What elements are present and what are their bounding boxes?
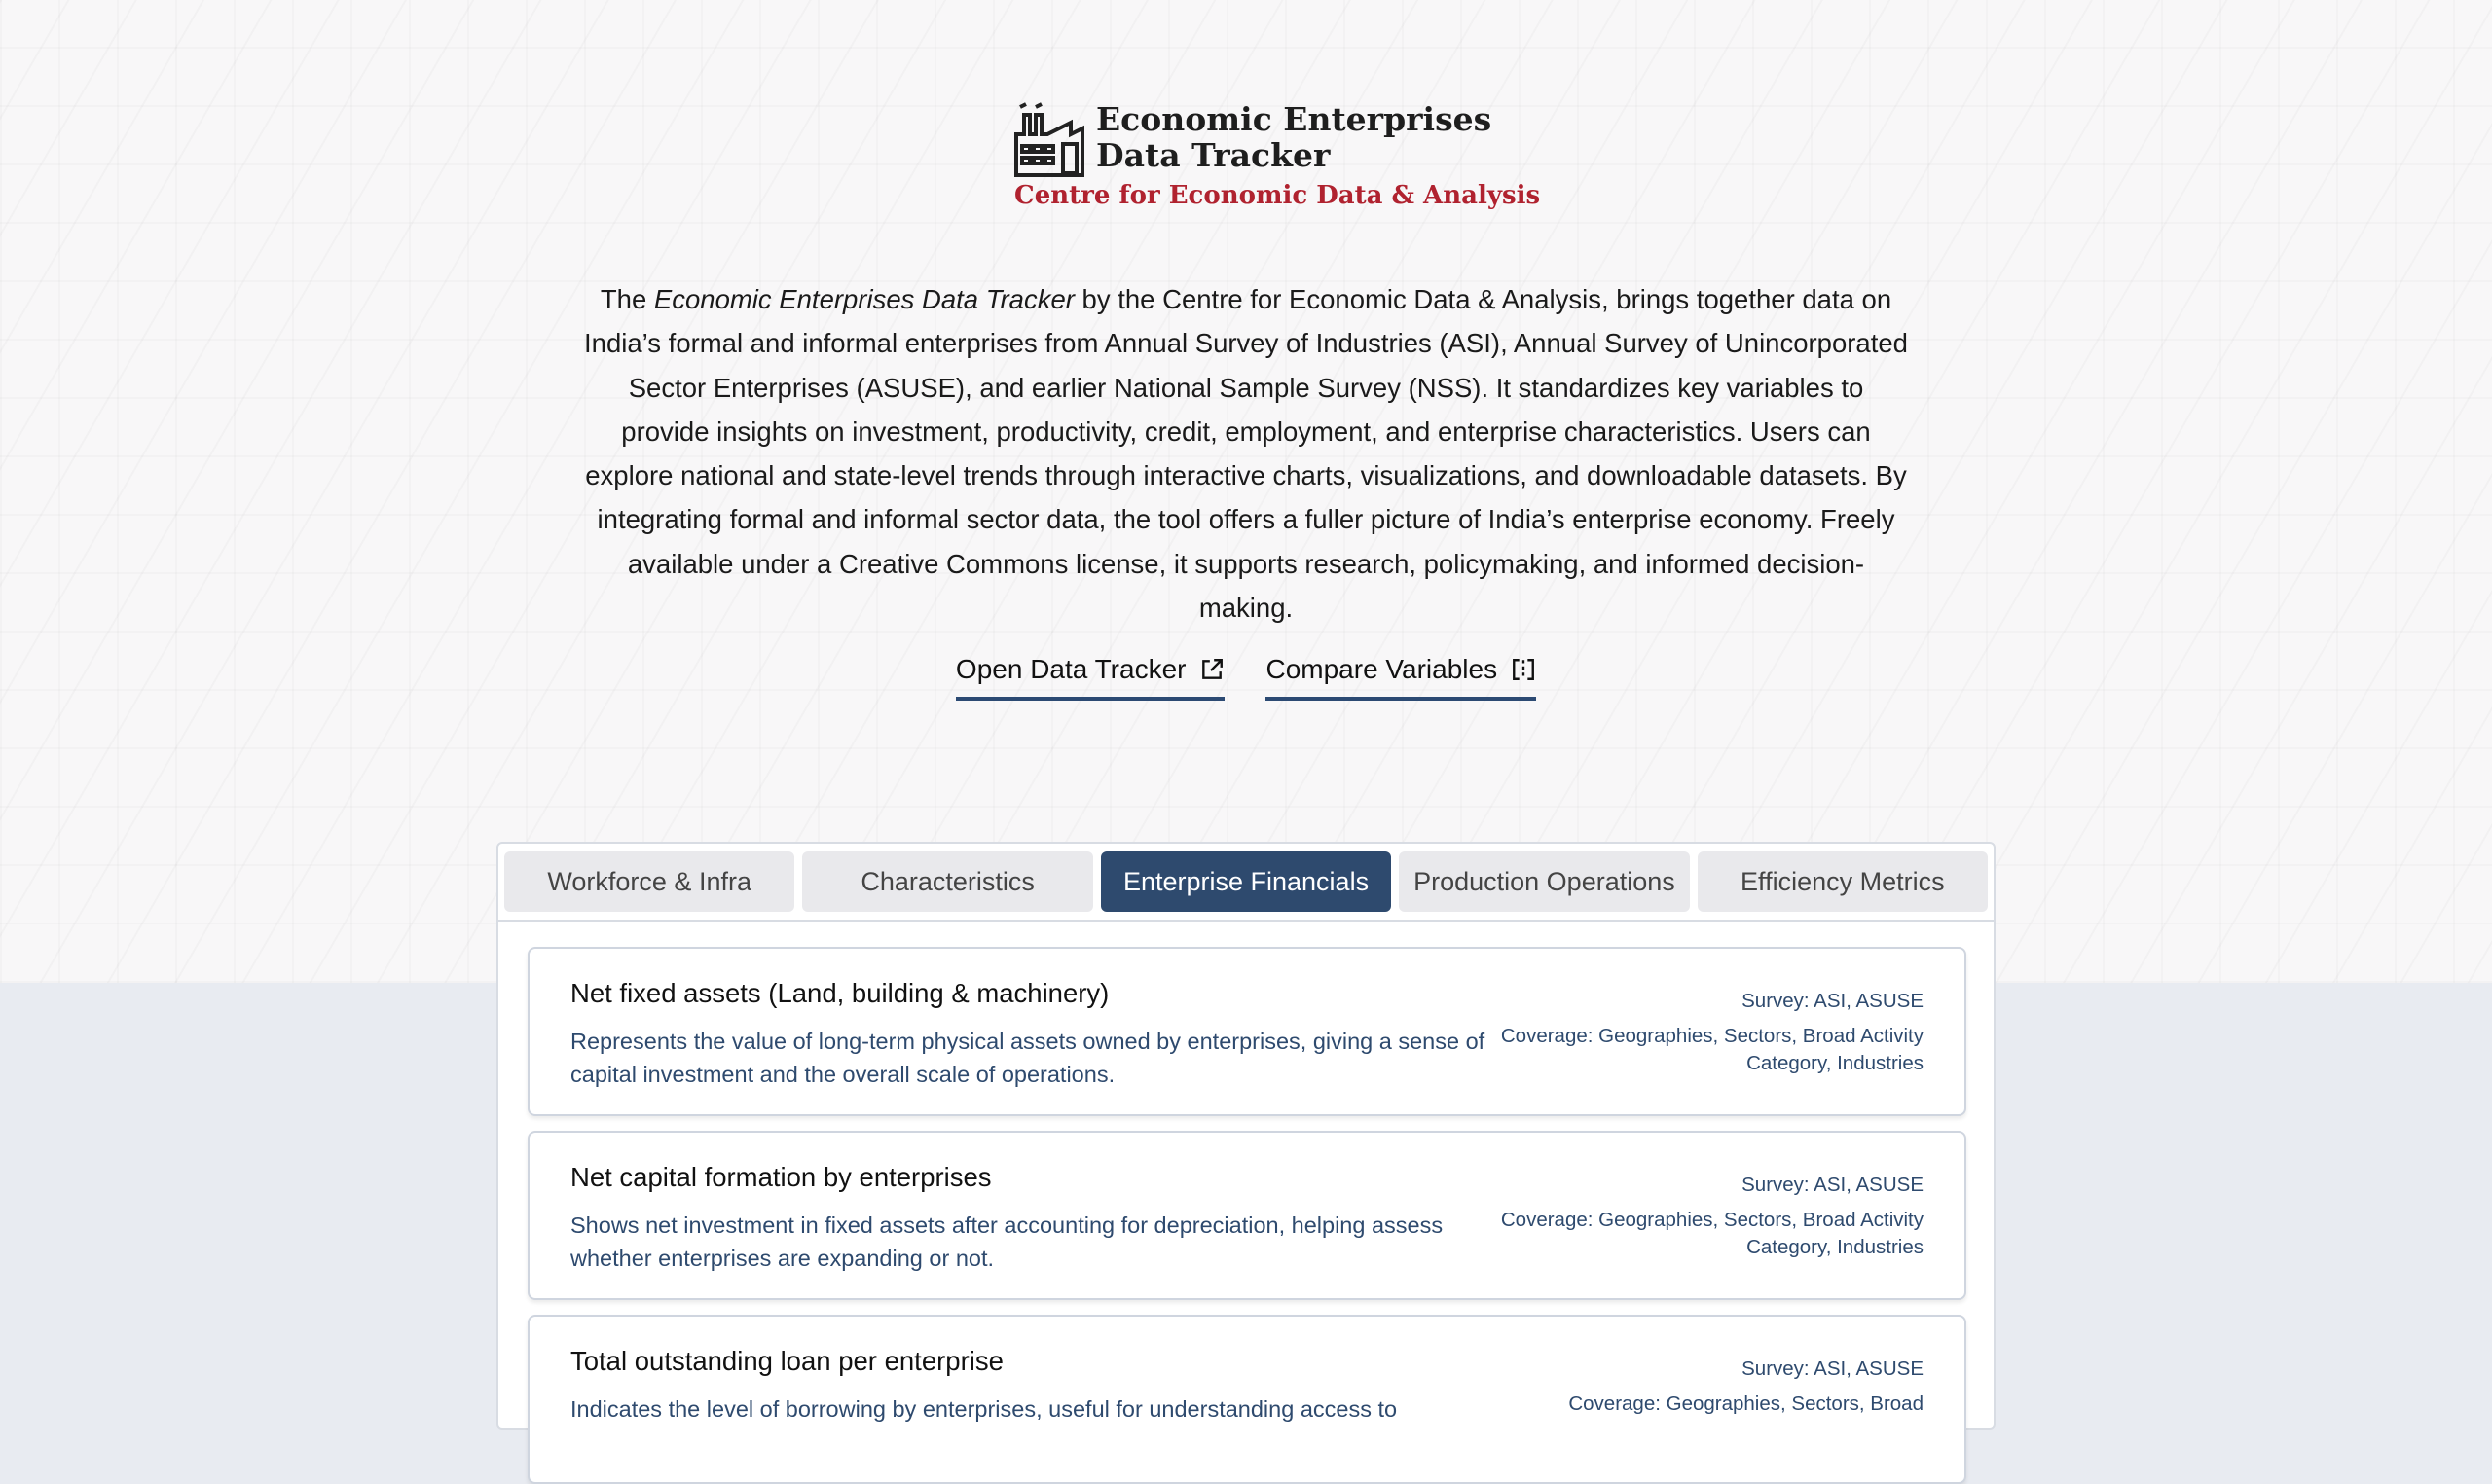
intro-text-rest: by the Centre for Economic Data & Analysis, brings together data on India’s formal and informal enterprises from Annual Survey of Industries (ASI), Annual Survey of Unincorporated Sector Enterprises (ASUSE), and earlier National Sample Survey (NSS). It standardizes key variables to provide insights on investment, productivity, credit, employment, and enterprise characteristics. Users can explore national and state-level trends through interactive charts, visualizations, and downloadable datasets. By integrating formal and informal sector data, the tool offers a fuller picture of India’s enterprise economy. Freely available under a Creative Commons license, it supports research, policymaking, and informed decision-making. [584,284,1908,624]
action-links [0,654,2492,701]
coverage-label: Coverage: Geographies, Sectors, Broad [1568,1393,1924,1415]
variable-title: Total outstanding loan per enterprise [570,1346,1004,1376]
tab-workforce-infra[interactable]: Workforce & Infra [504,851,794,912]
variable-card[interactable] [528,947,1966,1116]
site-title-line1: Economic Enterprises [1096,100,1492,138]
variable-card[interactable] [528,1315,1966,1484]
compare-variables-label: Compare Variables [1265,654,1498,684]
open-data-tracker-link[interactable] [956,654,1226,701]
survey-label: Survey: ASI, ASUSE [1741,1357,1924,1380]
variable-card[interactable] [528,1131,1966,1300]
tab-characteristics[interactable]: Characteristics [802,851,1092,912]
tab-production-operations[interactable]: Production Operations [1399,851,1689,912]
coverage-label: Coverage: Geographies, Sectors, Broad Activity Category, Industries [1500,1209,1924,1258]
intro-text: The [600,284,654,314]
variable-title: Net fixed assets (Land, building & machinery) [570,978,1110,1008]
variable-description: Shows net investment in fixed assets after accounting for depreciation, helping assess whether enterprises are expanding or not. [570,1213,1444,1271]
intro-italic: Economic Enterprises Data Tracker [653,284,1075,314]
tab-enterprise-financials[interactable]: Enterprise Financials [1101,851,1391,912]
compare-columns-icon [1511,657,1536,682]
open-data-tracker-label: Open Data Tracker [955,654,1187,684]
survey-label: Survey: ASI, ASUSE [1741,1174,1924,1196]
external-link-icon [1199,657,1225,682]
compare-variables-link[interactable] [1265,654,1536,701]
intro-paragraph [584,277,1908,630]
variable-meta [1495,988,1924,1077]
variable-meta [1495,1356,1924,1418]
tab-efficiency-metrics[interactable]: Efficiency Metrics [1698,851,1988,912]
site-title-line2: Data Tracker [1096,136,1331,174]
variables-panel [496,842,1996,1430]
variable-description: Indicates the level of borrowing by enterprises, useful for understanding access to [570,1396,1398,1422]
site-subtitle: Centre for Economic Data & Analysis [1014,181,1541,210]
variable-title: Net capital formation by enterprises [570,1162,992,1192]
logo [1012,101,1491,179]
category-tabs [498,844,1994,922]
variable-meta [1495,1172,1924,1261]
variable-description: Represents the value of long-term physical assets owned by enterprises, giving a sense of capital investment and the overall scale of operations. [570,1029,1485,1087]
coverage-label: Coverage: Geographies, Sectors, Broad Activity Category, Industries [1500,1025,1924,1074]
survey-label: Survey: ASI, ASUSE [1741,990,1924,1012]
factory-icon [1012,101,1086,179]
